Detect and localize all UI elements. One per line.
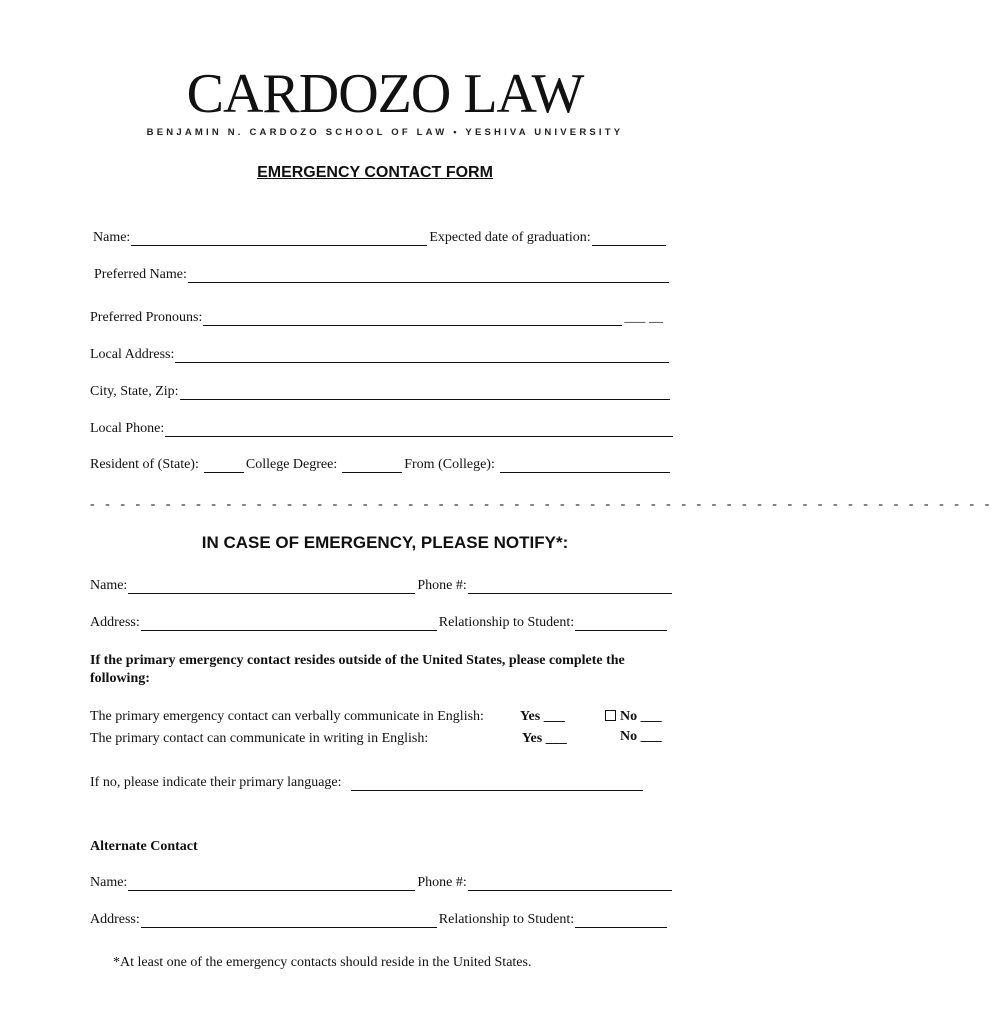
checkbox-icon[interactable] [605, 710, 616, 721]
local-address-row [90, 347, 671, 363]
alternate-phone-field[interactable] [468, 876, 672, 891]
alternate-name-field[interactable] [128, 876, 415, 891]
pronouns-field[interactable] [203, 311, 622, 326]
writing-no-option[interactable]: No ___ [620, 729, 662, 744]
from-college-field[interactable] [500, 458, 670, 473]
city-row [90, 384, 672, 400]
school-logo: CARDOZO LAW [186, 63, 584, 125]
alternate-relationship-label: Relationship to Student: [438, 912, 575, 927]
local-phone-label: Local Phone: [90, 421, 165, 436]
school-tagline: BENJAMIN N. CARDOZO SCHOOL OF LAW • YESHIVA UNIVERSITY [146, 127, 624, 138]
emergency-relationship-field[interactable] [575, 616, 667, 631]
emergency-section-title: IN CASE OF EMERGENCY, PLEASE NOTIFY*: [201, 533, 569, 552]
emergency-address-label: Address: [90, 615, 140, 630]
graduation-field[interactable] [592, 231, 666, 246]
resident-label: Resident of (State): [90, 457, 199, 472]
local-phone-row [90, 421, 675, 437]
pronouns-tail: ___ __ [624, 310, 663, 325]
from-college-label: From (College): [404, 457, 495, 472]
primary-language-row [90, 775, 645, 791]
emergency-address-row [90, 615, 669, 631]
footnote: *At least one of the emergency contacts should reside in the United States. [113, 955, 532, 970]
alternate-address-label: Address: [90, 912, 140, 927]
alternate-name-row [90, 875, 674, 891]
emergency-name-field[interactable] [128, 579, 415, 594]
form-title: EMERGENCY CONTACT FORM [257, 164, 493, 181]
section-divider: - - - - - - - - - - - - - - - - - - - - - - - - - - - - - - - - - - - - - - - - - - - - - - - - - - - - - - - - - - - - [90, 497, 993, 512]
city-label: City, State, Zip: [90, 384, 179, 399]
emergency-relationship-label: Relationship to Student: [438, 615, 575, 630]
primary-language-field[interactable] [351, 776, 643, 791]
preferred-name-field[interactable] [188, 268, 669, 283]
writing-yes-option[interactable]: Yes ___ [522, 731, 567, 746]
verbal-no-option[interactable] [605, 709, 662, 725]
alternate-address-row [90, 912, 669, 928]
alternate-phone-label: Phone #: [417, 875, 467, 890]
alternate-contact-title: Alternate Contact [90, 839, 198, 854]
name-field[interactable] [131, 231, 427, 246]
alternate-name-label: Name: [90, 875, 128, 890]
emergency-phone-label: Phone #: [417, 578, 467, 593]
local-phone-field[interactable] [165, 422, 673, 437]
preferred-name-row [94, 267, 671, 283]
graduation-label: Expected date of graduation: [429, 230, 591, 245]
emergency-phone-field[interactable] [468, 579, 672, 594]
pronouns-row [90, 310, 663, 326]
alternate-relationship-field[interactable] [575, 913, 667, 928]
resident-field[interactable] [204, 458, 244, 473]
verbal-question: The primary emergency contact can verbally communicate in English: [90, 709, 484, 724]
primary-language-label: If no, please indicate their primary language: [90, 775, 342, 790]
verbal-yes-option[interactable]: Yes ___ [520, 709, 565, 724]
preferred-name-label: Preferred Name: [94, 267, 187, 282]
verbal-no-label: No ___ [620, 709, 662, 724]
emergency-name-row [90, 578, 674, 594]
writing-question: The primary contact can communicate in writing in English: [90, 731, 429, 746]
resident-row [90, 457, 672, 473]
emergency-address-field[interactable] [141, 616, 437, 631]
outside-us-note: If the primary emergency contact resides outside of the United States, please complete the following: [90, 653, 625, 686]
college-degree-field[interactable] [342, 458, 402, 473]
name-row [93, 230, 668, 246]
city-field[interactable] [180, 385, 670, 400]
local-address-field[interactable] [175, 348, 669, 363]
emergency-name-label: Name: [90, 578, 128, 593]
college-degree-label: College Degree: [245, 457, 338, 472]
name-label: Name: [93, 230, 131, 245]
local-address-label: Local Address: [90, 347, 175, 362]
pronouns-label: Preferred Pronouns: [90, 310, 203, 325]
alternate-address-field[interactable] [141, 913, 437, 928]
